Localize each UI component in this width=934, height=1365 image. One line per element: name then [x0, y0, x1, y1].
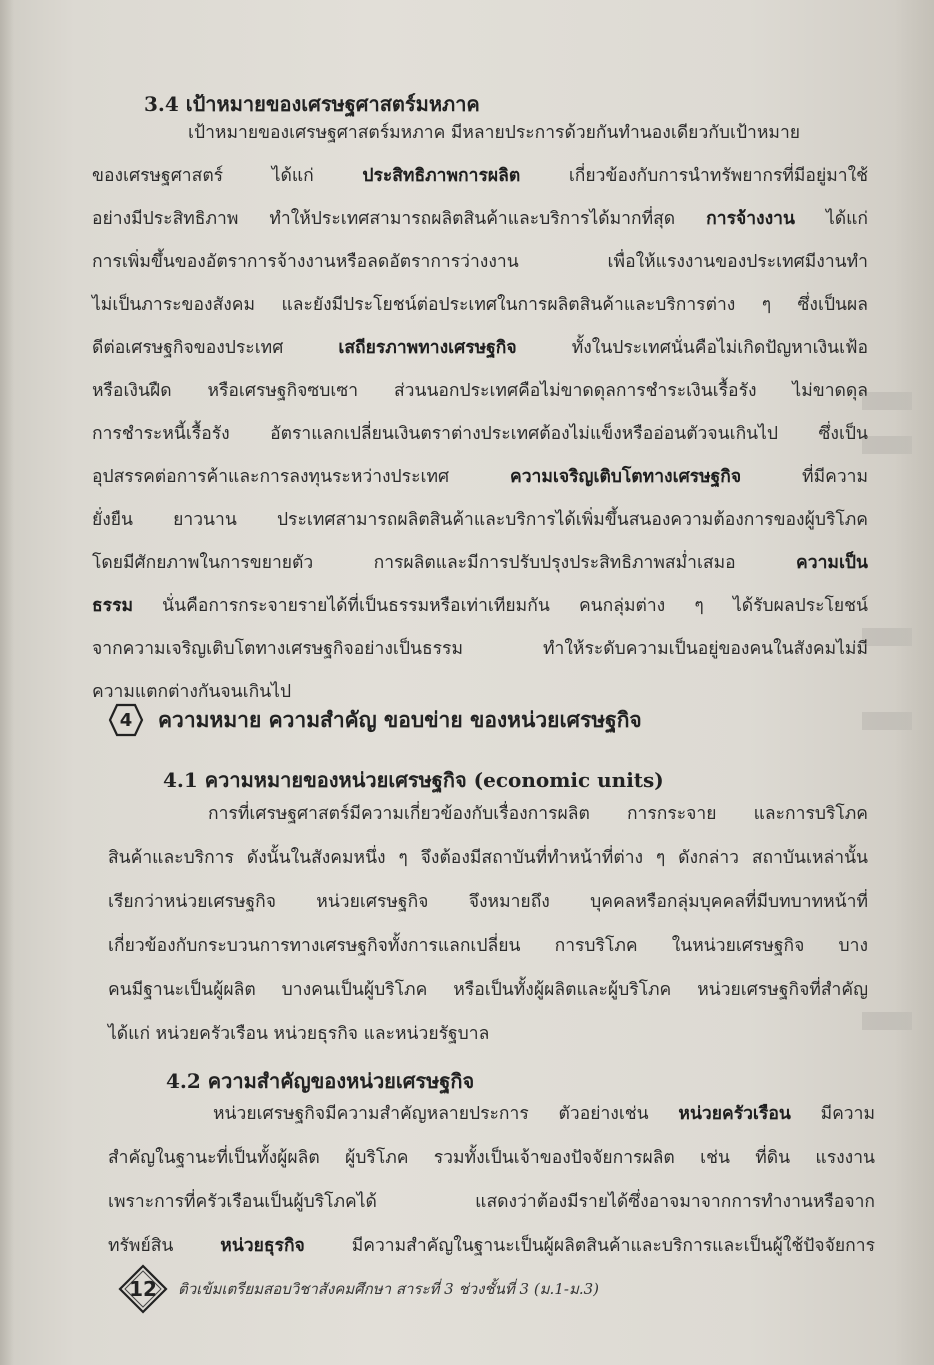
bleed-through-mark	[862, 628, 912, 646]
text-run: เป้าหมายของเศรษฐศาสตร์มหภาค มีหลายประการด้วยกันทำนองเดียวกับเป้าหมาย	[188, 123, 801, 143]
text-run: มีความ	[790, 1104, 875, 1124]
text-run: การที่เศรษฐศาสตร์มีความเกี่ยวข้องกับเรื่องการผลิต การกระจาย และการบริโภค	[208, 804, 868, 824]
bleed-through-mark	[862, 392, 912, 410]
bleed-through-mark	[862, 436, 912, 454]
bleed-through-mark	[862, 712, 912, 730]
paragraph-line	[92, 340, 868, 358]
text-run: การเพิ่มขึ้นของอัตราการจ้างงานหรือลดอัตราการว่างงาน เพื่อให้แรงงานของประเทศมีงานทำ	[92, 252, 868, 272]
paragraph-line	[92, 641, 868, 659]
text-run: ได้แก่	[794, 209, 868, 229]
page-number: 12	[129, 1277, 157, 1301]
paragraph-line	[92, 512, 868, 530]
paragraph-line	[108, 1026, 489, 1044]
paragraph-line	[92, 383, 868, 401]
bold-term: ความเป็น	[796, 553, 868, 573]
paragraph-line	[92, 168, 868, 186]
text-run: สำคัญในฐานะที่เป็นทั้งผู้ผลิต ผู้บริโภค รวมทั้งเป็นเจ้าของปัจจัยการผลิต เช่น ที่ดิน แรงงาน	[108, 1148, 875, 1168]
bold-term: หน่วยธุรกิจ	[220, 1236, 305, 1256]
bold-term: เสถียรภาพทางเศรษฐกิจ	[338, 338, 517, 358]
text-run: สินค้าและบริการ ดังนั้นในสังคมหนึ่ง ๆ จึงต้องมีสถาบันที่ทำหน้าที่ต่าง ๆ ดังกล่าว สถาบันเหล่านั้น	[108, 848, 868, 868]
text-run: หน่วยเศรษฐกิจมีความสำคัญหลายประการ ตัวอย่างเช่น	[213, 1104, 679, 1124]
paragraph-line	[108, 850, 868, 868]
bold-term: ความเจริญเติบโตทางเศรษฐกิจ	[510, 467, 742, 487]
paragraph-line	[108, 938, 868, 956]
paragraph-line	[108, 1238, 875, 1256]
paragraph-line	[188, 125, 868, 143]
section-4-2-heading: 4.2 ความสำคัญของหน่วยเศรษฐกิจ	[166, 1069, 475, 1093]
paragraph-line	[92, 555, 868, 573]
paragraph-line	[92, 469, 868, 487]
paragraph-line	[92, 598, 868, 616]
bold-term: ธรรม	[92, 596, 134, 616]
section-4-header	[108, 703, 642, 737]
text-run: ทั้งในประเทศนั่นคือไม่เกิดปัญหาเงินเฟ้อ	[516, 338, 868, 358]
paragraph-line	[108, 1194, 875, 1212]
text-run: คนมีฐานะเป็นผู้ผลิต บางคนเป็นผู้บริโภค หรือเป็นทั้งผู้ผลิตและผู้บริโภค หน่วยเศรษฐกิจที่สำคัญ	[108, 980, 868, 1000]
paragraph-line	[92, 211, 868, 229]
bold-term: การจ้างงาน	[706, 209, 795, 229]
text-run: อุปสรรคต่อการค้าและการลงทุนระหว่างประเทศ	[92, 467, 511, 487]
bleed-through-mark	[862, 1012, 912, 1030]
text-run: ดีต่อเศรษฐกิจของประเทศ	[92, 338, 339, 358]
text-run: ที่มีความ	[741, 467, 869, 487]
bold-term: หน่วยครัวเรือน	[678, 1104, 791, 1124]
bold-term: ประสิทธิภาพการผลิต	[362, 166, 521, 186]
text-run: ทรัพย์สิน	[108, 1236, 221, 1256]
paragraph-line	[108, 1150, 875, 1168]
paragraph-line	[213, 1106, 875, 1124]
text-run: เกี่ยวข้องกับการนำทรัพยากรที่มีอยู่มาใช้	[520, 166, 868, 186]
paragraph-line	[92, 297, 868, 315]
paragraph-line	[208, 806, 868, 824]
text-run: เกี่ยวข้องกับกระบวนการทางเศรษฐกิจทั้งการแลกเปลี่ยน การบริโภค ในหน่วยเศรษฐกิจ บาง	[108, 936, 868, 956]
text-run: ไม่เป็นภาระของสังคม และยังมีประโยชน์ต่อประเทศในการผลิตสินค้าและบริการต่าง ๆ ซึ่งเป็นผล	[92, 295, 868, 315]
section-number: 4	[119, 709, 133, 731]
hexagon-number-badge	[108, 703, 144, 737]
text-run: จากความเจริญเติบโตทางเศรษฐกิจอย่างเป็นธรรม ทำให้ระดับความเป็นอยู่ของคนในสังคมไม่มี	[92, 639, 868, 659]
text-run: มีความสำคัญในฐานะเป็นผู้ผลิตสินค้าและบริการและเป็นผู้ใช้ปัจจัยการ	[304, 1236, 875, 1256]
text-run: การชำระหนี้เรื้อรัง อัตราแลกเปลี่ยนเงินตราต่างประเทศต้องไม่แข็งหรืออ่อนตัวจนเกินไป ซึ่งเป็น	[92, 424, 868, 444]
text-run: โดยมีศักยภาพในการขยายตัว การผลิตและมีการปรับปรุงประสิทธิภาพสม่ำเสมอ	[92, 553, 797, 573]
section-4-1-heading: 4.1 ความหมายของหน่วยเศรษฐกิจ (economic units)	[163, 768, 664, 792]
page-number-badge	[118, 1264, 168, 1314]
footer-book-title: ติวเข้มเตรียมสอบวิชาสังคมศึกษา สาระที่ 3 ช่วงชั้นที่ 3 (ม.1-ม.3)	[178, 1280, 599, 1298]
text-run: ความแตกต่างกันจนเกินไป	[92, 682, 292, 702]
text-run: อย่างมีประสิทธิภาพ ทำให้ประเทศสามารถผลิตสินค้าและบริการได้มากที่สุด	[92, 209, 707, 229]
text-run: ยั่งยืน ยาวนาน ประเทศสามารถผลิตสินค้าและบริการได้เพิ่มขึ้นสนองความต้องการของผู้บริโภค	[92, 510, 868, 530]
text-run: ได้แก่ หน่วยครัวเรือน หน่วยธุรกิจ และหน่วยรัฐบาล	[108, 1024, 490, 1044]
page-footer	[118, 1264, 599, 1314]
text-run: หรือเงินฝืด หรือเศรษฐกิจซบเซา ส่วนนอกประเทศคือไม่ขาดดุลการชำระเงินเรื้อรัง ไม่ขาดดุล	[92, 381, 868, 401]
paragraph-line	[92, 254, 868, 272]
text-run: ของเศรษฐศาสตร์ ได้แก่	[92, 166, 363, 186]
paragraph-line	[108, 894, 868, 912]
text-run: เพราะการที่ครัวเรือนเป็นผู้บริโภคได้ แสดงว่าต้องมีรายได้ซึ่งอาจมาจากการทำงานหรือจาก	[108, 1192, 875, 1212]
section-4-title: ความหมาย ความสำคัญ ขอบข่าย ของหน่วยเศรษฐกิจ	[158, 707, 642, 732]
paragraph-line	[92, 684, 291, 702]
paragraph-line	[108, 982, 868, 1000]
paragraph-line	[92, 426, 868, 444]
section-3-4-heading: 3.4 เป้าหมายของเศรษฐศาสตร์มหภาค	[144, 92, 480, 116]
text-run: เรียกว่าหน่วยเศรษฐกิจ หน่วยเศรษฐกิจ จึงหมายถึง บุคคลหรือกลุ่มบุคคลที่มีบทบาทหน้าที่	[108, 892, 868, 912]
text-run: นั่นคือการกระจายรายได้ที่เป็นธรรมหรือเท่าเทียมกัน คนกลุ่มต่าง ๆ ได้รับผลประโยชน์	[133, 596, 868, 616]
